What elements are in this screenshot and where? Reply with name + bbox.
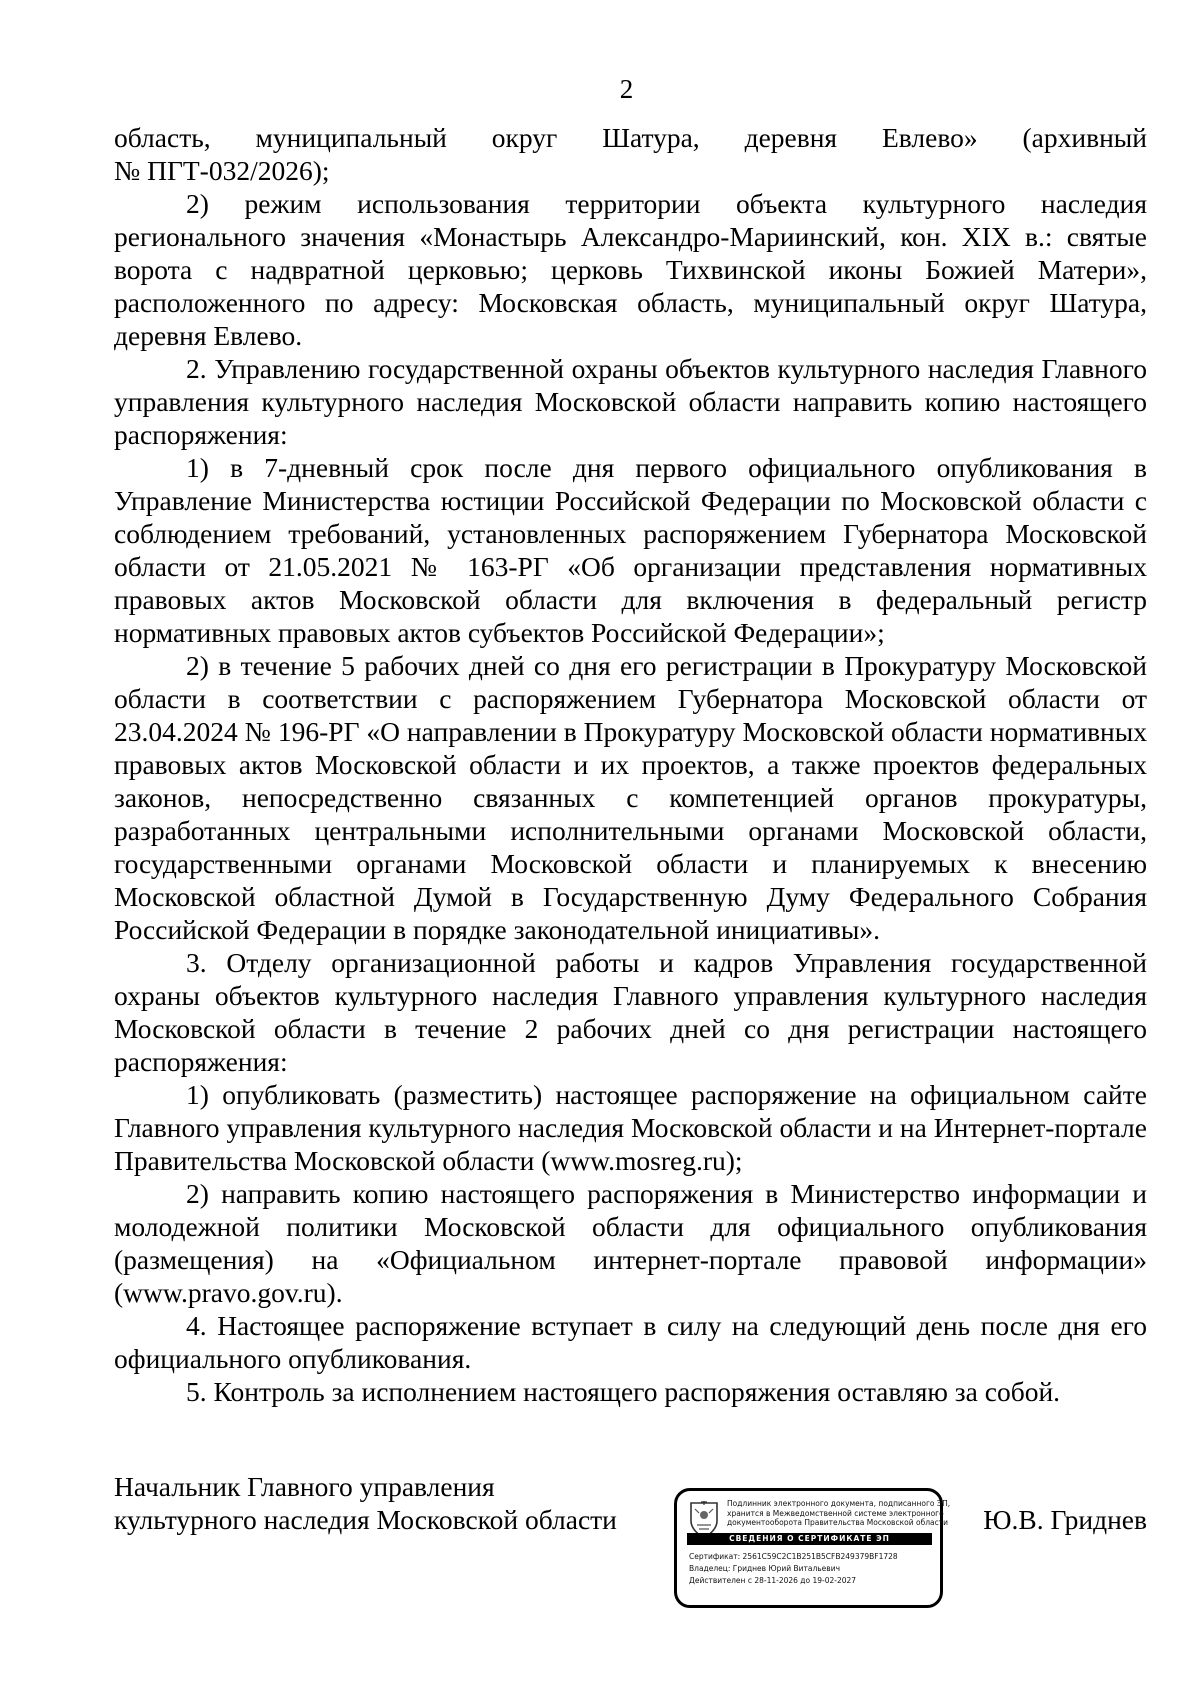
signatory-title [114, 1470, 617, 1536]
certificate-validity: Действителен с 28-11-2026 до 19-02-2027 [689, 1576, 857, 1585]
paragraph-item-3-2: 2) направить копию настоящего распоряжения в Министерство информации и молодежной политики Московской области для официального опубликования (размещения) на «Официальном интернет-портале правовой информации» (www.pravo.gov.ru). [114, 1178, 1147, 1308]
signatory-title-line: культурного наследия Московской области [114, 1504, 617, 1535]
paragraph-continuation [114, 121, 1147, 187]
stamp-notice-line: хранится в Межведомственной системе электронного [727, 1508, 944, 1518]
stamp-notice [727, 1499, 951, 1528]
stamp-notice-line: Подлинник электронного документа, подписанного ЭП, [727, 1499, 951, 1508]
paragraph-item-2-2: 2) в течение 5 рабочих дней со дня его регистрации в Прокуратуру Московской области в соответствии с распоряжением Губернатора Московской области от 23.04.2024 № 196-РГ «О направлении в Прокуратуру Московской области нормативных правовых актов Московской области и их проектов, а также проектов федеральных законов, непосредственно связанных с компетенцией органов прокуратуры, разработанных центральными исполнительными органами Московской области, государственными органами Московской области и планируемых к внесению Московской областной Думой в Государственную Думу Федерального Собрания Российской Федерации в порядке законодательной инициативы». [114, 650, 1147, 945]
paragraph-text: № ПГТ-032/2026); [114, 155, 330, 186]
signature-block [114, 1470, 1147, 1620]
paragraph-item-5: 5. Контроль за исполнением настоящего распоряжения оставляю за собой. [186, 1376, 1061, 1407]
paragraph-justified-line: область, муниципальный округ Шатура, деревня Евлево» (архивный [114, 122, 1147, 153]
document-body [114, 121, 1147, 1408]
paragraph-territory-regime: 2) режим использования территории объекта культурного наследия регионального значения «Монастырь Александро-Мариинский, кон. XIX в.: святые ворота с надвратной церковью; церковь Тихвинской иконы Божией Матери», расположенного по адресу: Московская область, муниципальный округ Шатура, деревня Евлево. [114, 188, 1147, 351]
stamp-notice-line: документооборота Правительства Московской области [727, 1518, 948, 1527]
page-number: 2 [619, 74, 634, 104]
certificate-owner: Владелец: Гриднев Юрий Витальевич [689, 1564, 841, 1573]
signatory-title-line: Начальник Главного управления [114, 1471, 495, 1502]
paragraph-item-2: 2. Управлению государственной охраны объектов культурного наследия Главного управления культурного наследия Московской области направить копию настоящего распоряжения: [114, 353, 1147, 450]
electronic-signature-stamp [674, 1488, 951, 1608]
paragraph-item-3: 3. Отделу организационной работы и кадров Управления государственной охраны объектов культурного наследия Главного управления культурного наследия Московской области в течение 2 рабочих дней со дня регистрации настоящего распоряжения: [114, 947, 1147, 1077]
paragraph-item-3-1: 1) опубликовать (разместить) настоящее распоряжение на официальном сайте Главного управления культурного наследия Московской области и на Интернет-портале Правительства Московской области (www.mosreg.ru); [114, 1079, 1147, 1176]
certificate-number: Сертификат: 2561C59C2C1B251B5CFB249379BF1728 [689, 1552, 898, 1561]
paragraph-item-4: 4. Настоящее распоряжение вступает в силу на следующий день после дня его официального опубликования. [114, 1310, 1147, 1374]
paragraph-item-2-1: 1) в 7-дневный срок после дня первого официального опубликования в Управление Министерства юстиции Российской Федерации по Московской области с соблюдением требований, установленных распоряжением Губернатора Московской области от 21.05.2021 № 163-РГ «Об организации представления нормативных правовых актов Московской области для включения в федеральный регистр нормативных правовых актов субъектов Российской Федерации»; [114, 452, 1147, 648]
stamp-header-bar: СВЕДЕНИЯ О СЕРТИФИКАТЕ ЭП [687, 1533, 932, 1545]
signatory-name: Ю.В. Гриднев [983, 1504, 1147, 1535]
certificate-details [689, 1551, 934, 1587]
